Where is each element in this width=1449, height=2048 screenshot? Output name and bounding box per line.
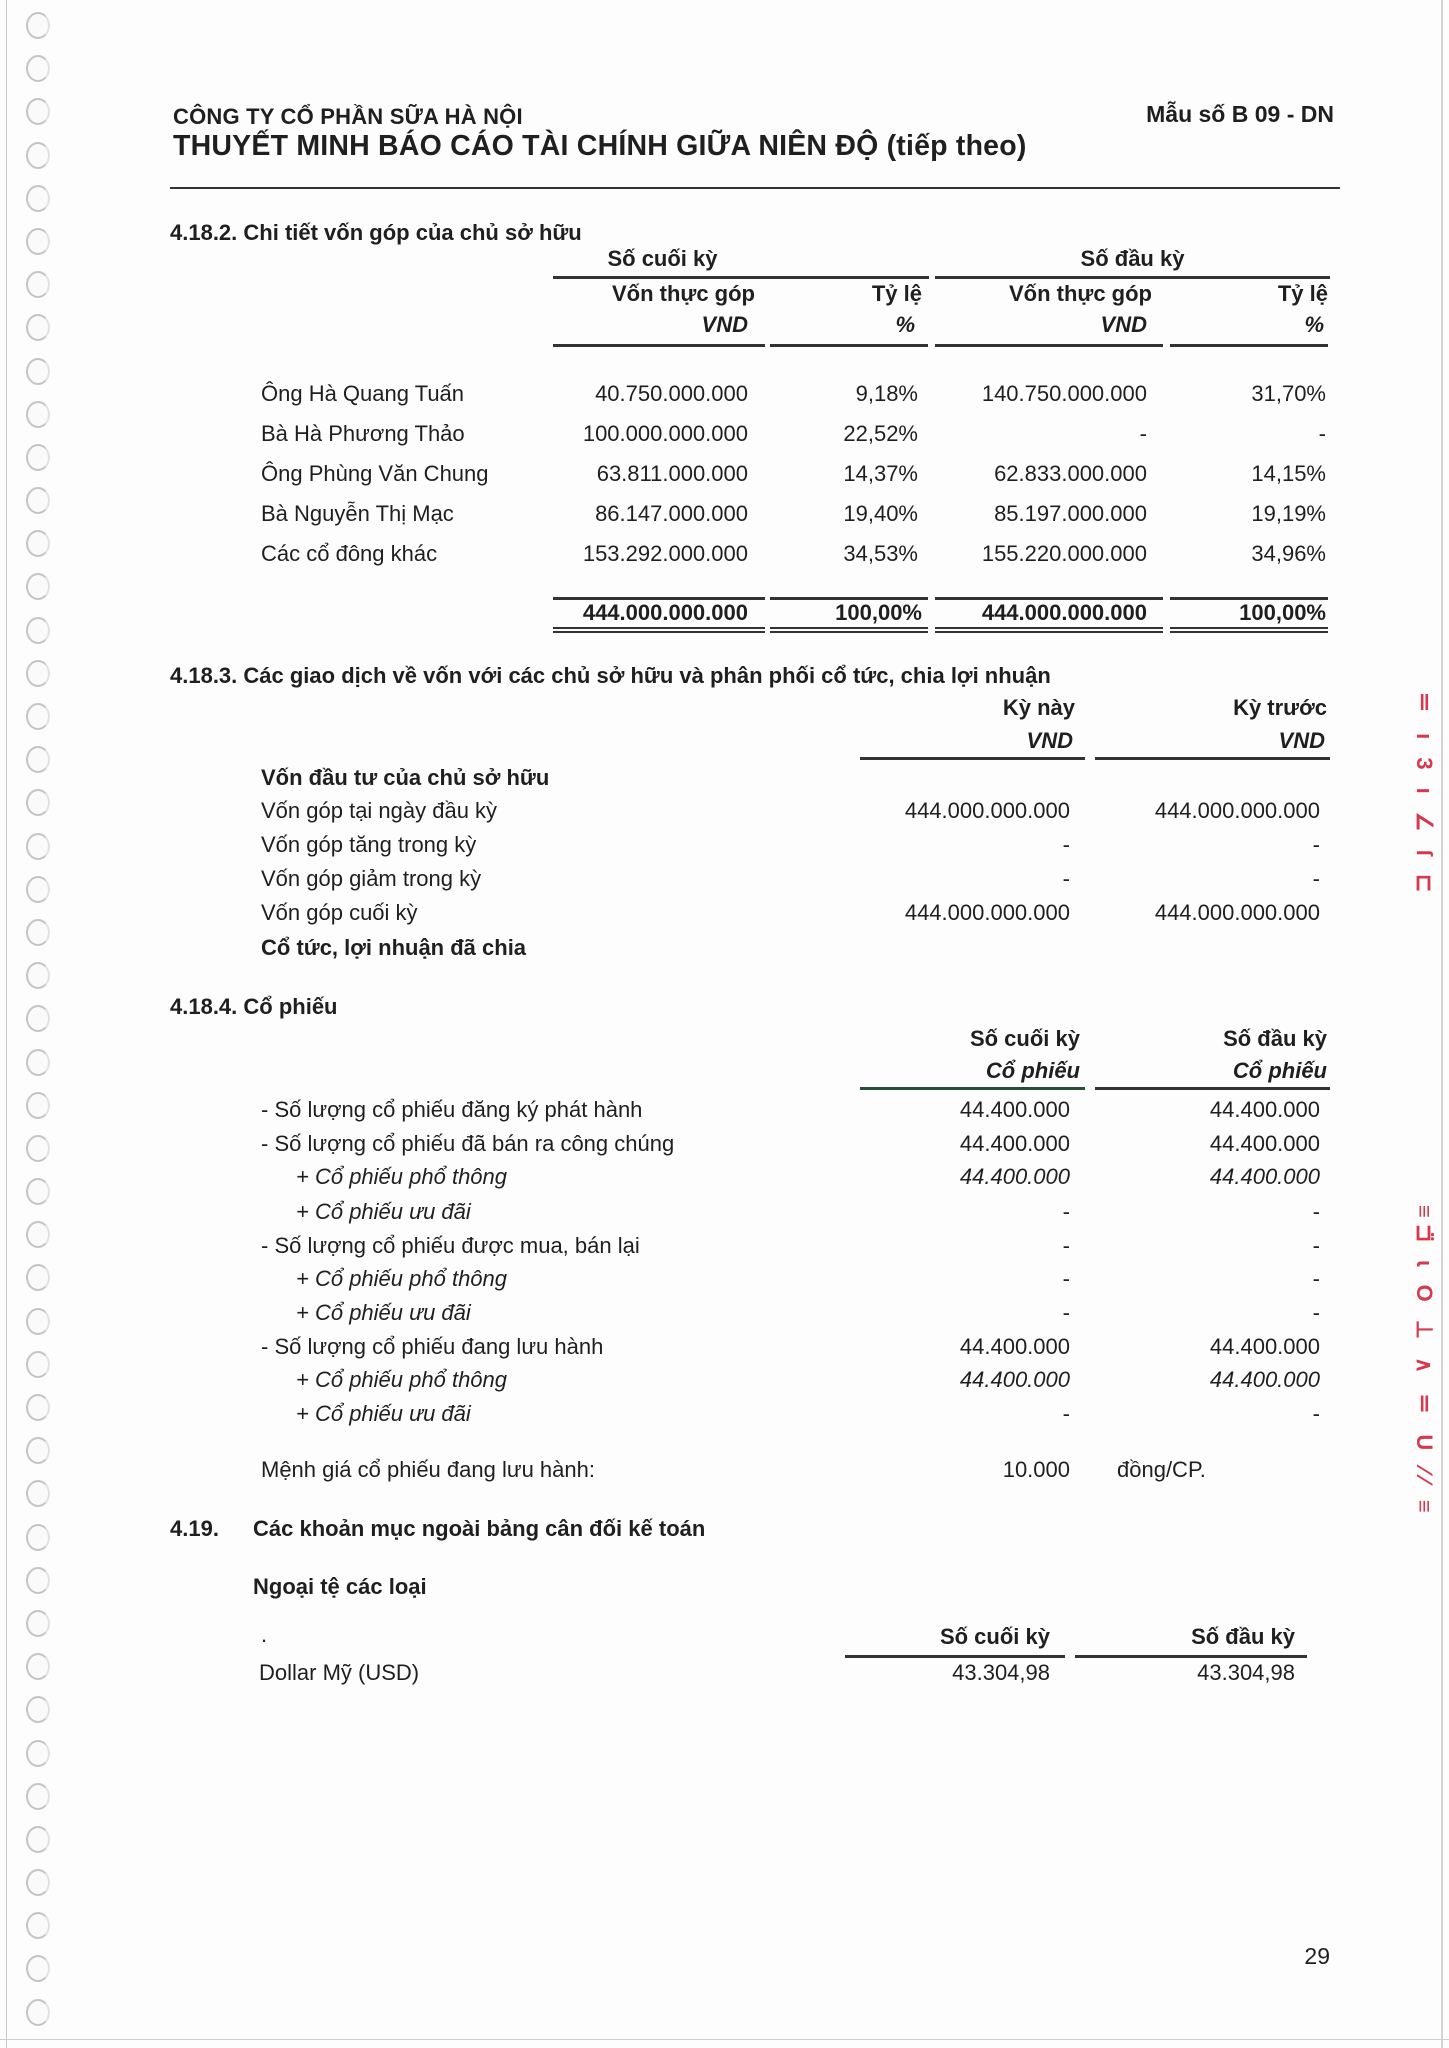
- unit-end: Cổ phiếu: [985, 1058, 1080, 1083]
- binding-hole-icon: [26, 1049, 50, 1076]
- end-value: 43.304,98: [952, 1660, 1050, 1685]
- binding-hole-icon: [26, 1869, 50, 1896]
- binding-hole-icon: [26, 617, 50, 644]
- col-header-end-capital: Vốn thực góp: [611, 281, 755, 306]
- binding-hole-icon: [26, 314, 50, 341]
- binding-hole-icon: [26, 919, 50, 946]
- section-4182-heading: 4.18.2. Chi tiết vốn góp của chủ sở hữu: [170, 220, 582, 245]
- scan-edge-bottom: [0, 2039, 1449, 2040]
- current-value: 444.000.000.000: [904, 798, 1070, 823]
- section-4184-heading: 4.18.4. Cổ phiếu: [170, 994, 338, 1019]
- binding-hole-icon: [26, 55, 50, 82]
- scan-edge-left: [6, 0, 7, 2048]
- binding-hole-icon: [26, 1653, 50, 1680]
- begin-value: -: [1312, 1233, 1320, 1258]
- dividends-label: Cổ tức, lợi nhuận đã chia: [261, 935, 527, 960]
- binding-hole-icon: [26, 228, 50, 255]
- section-419-heading: Các khoản mục ngoài bảng cân đối kế toán: [253, 1516, 706, 1541]
- binding-hole-icon: [26, 1178, 50, 1205]
- end-capital: 63.811.000.000: [596, 461, 748, 486]
- binding-hole-icon: [26, 1308, 50, 1335]
- company-name: CÔNG TY CỔ PHẦN SỮA HÀ NỘI: [173, 104, 523, 129]
- binding-hole-icon: [26, 1005, 50, 1032]
- end-ratio: 14,37%: [843, 461, 918, 486]
- total-begin-capital: 444.000.000.000: [981, 600, 1147, 625]
- begin-ratio: 34,96%: [1251, 541, 1326, 566]
- col-rule: [860, 757, 1085, 760]
- row-label: Vốn góp cuối kỳ: [261, 900, 418, 925]
- current-value: -: [1062, 866, 1070, 891]
- col-header-begin-ratio: Tỷ lệ: [1277, 281, 1328, 306]
- col-rule: [770, 344, 928, 347]
- row-label: Vốn góp tăng trong kỳ: [261, 832, 477, 857]
- col-rule: [845, 1655, 1065, 1658]
- binding-hole-icon: [26, 1999, 50, 2026]
- shareholder-name: Bà Hà Phương Thảo: [261, 421, 465, 446]
- document-title: THUYẾT MINH BÁO CÁO TÀI CHÍNH GIỮA NIÊN ĐỘ (tiếp theo): [173, 130, 1027, 162]
- prior-value: 444.000.000.000: [1154, 900, 1320, 925]
- col-rule: [1095, 1087, 1330, 1090]
- begin-value: -: [1312, 1266, 1320, 1291]
- row-label: + Cổ phiếu ưu đãi: [296, 1401, 471, 1426]
- total-double-rule: [1170, 627, 1328, 633]
- end-value: -: [1062, 1266, 1070, 1291]
- binding-hole-icon: [26, 962, 50, 989]
- currency-label: Dollar Mỹ (USD): [259, 1660, 420, 1685]
- unit-end-capital: VND: [701, 312, 748, 337]
- col-header-prior: Kỳ trước: [1233, 695, 1327, 720]
- binding-hole-icon: [26, 1135, 50, 1162]
- binding-hole-icon: [26, 876, 50, 903]
- col-rule: [553, 344, 765, 347]
- begin-value: 44.400.000: [1209, 1131, 1320, 1156]
- binding-hole-icon: [26, 1826, 50, 1853]
- end-value: 44.400.000: [959, 1164, 1070, 1189]
- binding-hole-icon: [26, 1696, 50, 1723]
- row-label: Vốn góp tại ngày đầu kỳ: [261, 798, 498, 823]
- stamp-mark-lower: ≡⊐̈ ɩ O ⊥ ∧ ‖ U ⁄⁄ ≡: [1412, 1205, 1437, 1519]
- total-end-capital: 444.000.000.000: [582, 600, 748, 625]
- begin-ratio: 14,15%: [1251, 461, 1326, 486]
- begin-ratio: 19,19%: [1251, 501, 1326, 526]
- end-capital: 153.292.000.000: [582, 541, 748, 566]
- end-capital: 100.000.000.000: [582, 421, 748, 446]
- end-value: -: [1062, 1401, 1070, 1426]
- unit-begin: Cổ phiếu: [1232, 1058, 1327, 1083]
- group-rule-end: [553, 276, 929, 279]
- page-number: 29: [1304, 1943, 1330, 1969]
- begin-value: -: [1312, 1401, 1320, 1426]
- end-capital: 86.147.000.000: [595, 501, 748, 526]
- end-value: 44.400.000: [959, 1367, 1070, 1392]
- binding-hole-icon: [26, 1783, 50, 1810]
- shareholder-name: Ông Hà Quang Tuấn: [261, 381, 465, 406]
- section-419-number: 4.19.: [170, 1516, 219, 1541]
- row-label: + Cổ phiếu phổ thông: [296, 1266, 508, 1291]
- begin-value: 44.400.000: [1209, 1164, 1320, 1189]
- binding-hole-icon: [26, 1437, 50, 1464]
- binding-hole-icon: [26, 703, 50, 730]
- total-double-rule: [935, 627, 1163, 633]
- col-rule: [1170, 344, 1328, 347]
- col-header-begin: Số đầu kỳ: [1223, 1026, 1327, 1051]
- col-header-end: Số cuối kỳ: [939, 1624, 1050, 1649]
- col-header-end-ratio: Tỷ lệ: [871, 281, 922, 306]
- begin-value: 44.400.000: [1209, 1367, 1320, 1392]
- shareholder-name: Các cổ đông khác: [261, 541, 438, 566]
- group-label-owner-capital: Vốn đầu tư của chủ sở hữu: [261, 765, 550, 790]
- end-ratio: 9,18%: [855, 381, 918, 406]
- binding-hole-icon: [26, 444, 50, 471]
- bullet: .: [261, 1622, 268, 1647]
- binding-hole-icon: [26, 1912, 50, 1939]
- end-ratio: 19,40%: [843, 501, 918, 526]
- begin-capital: -: [1139, 421, 1147, 446]
- col-header-current: Kỳ này: [1002, 695, 1075, 720]
- binding-hole-icon: [26, 1394, 50, 1421]
- col-header-begin-capital: Vốn thực góp: [1008, 281, 1152, 306]
- current-value: -: [1062, 832, 1070, 857]
- col-rule: [1075, 1655, 1307, 1658]
- begin-value: 44.400.000: [1209, 1097, 1320, 1122]
- total-double-rule: [553, 627, 765, 633]
- binding-hole-icon: [26, 1264, 50, 1291]
- binding-hole-icon: [26, 185, 50, 212]
- group-header-end: Số cuối kỳ: [607, 246, 718, 271]
- shareholder-name: Bà Nguyễn Thị Mạc: [261, 501, 454, 526]
- begin-capital: 155.220.000.000: [981, 541, 1147, 566]
- end-value: -: [1062, 1300, 1070, 1325]
- group-rule-begin: [935, 276, 1330, 279]
- par-value-label: Mệnh giá cổ phiếu đang lưu hành:: [261, 1457, 595, 1482]
- binding-hole-icon: [26, 1567, 50, 1594]
- row-label: - Số lượng cổ phiếu đã bán ra công chúng: [261, 1131, 675, 1156]
- begin-value: 43.304,98: [1197, 1660, 1295, 1685]
- binding-hole-icon: [26, 142, 50, 169]
- unit-end-ratio: %: [895, 312, 915, 337]
- binding-hole-icon: [26, 833, 50, 860]
- row-label: + Cổ phiếu ưu đãi: [296, 1300, 471, 1325]
- unit-begin-capital: VND: [1100, 312, 1147, 337]
- end-value: 44.400.000: [959, 1334, 1070, 1359]
- end-value: -: [1062, 1199, 1070, 1224]
- binding-holes: [26, 12, 56, 2042]
- prior-value: -: [1312, 866, 1320, 891]
- col-header-begin: Số đầu kỳ: [1191, 1624, 1295, 1649]
- end-value: 44.400.000: [959, 1097, 1070, 1122]
- row-label: + Cổ phiếu phổ thông: [296, 1164, 508, 1189]
- binding-hole-icon: [26, 789, 50, 816]
- unit-current: VND: [1026, 728, 1073, 753]
- total-end-ratio: 100,00%: [835, 600, 922, 625]
- col-header-end: Số cuối kỳ: [969, 1026, 1080, 1051]
- prior-value: 444.000.000.000: [1154, 798, 1320, 823]
- stamp-mark-upper: ‖ ı ﻿3 ı ∠ ſ ⊏: [1412, 690, 1437, 899]
- binding-hole-icon: [26, 12, 50, 39]
- end-value: -: [1062, 1233, 1070, 1258]
- col-rule: [1095, 757, 1330, 760]
- binding-hole-icon: [26, 271, 50, 298]
- begin-ratio: -: [1318, 421, 1326, 446]
- binding-hole-icon: [26, 530, 50, 557]
- col-rule: [935, 344, 1163, 347]
- binding-hole-icon: [26, 487, 50, 514]
- unit-begin-ratio: %: [1304, 312, 1324, 337]
- begin-ratio: 31,70%: [1251, 381, 1326, 406]
- binding-hole-icon: [26, 746, 50, 773]
- begin-capital: 62.833.000.000: [994, 461, 1147, 486]
- row-label: + Cổ phiếu phổ thông: [296, 1367, 508, 1392]
- binding-hole-icon: [26, 1351, 50, 1378]
- end-capital: 40.750.000.000: [595, 381, 748, 406]
- begin-value: -: [1312, 1300, 1320, 1325]
- begin-value: -: [1312, 1199, 1320, 1224]
- row-label: + Cổ phiếu ưu đãi: [296, 1199, 471, 1224]
- row-label: - Số lượng cổ phiếu được mua, bán lại: [261, 1233, 640, 1258]
- begin-capital: 140.750.000.000: [981, 381, 1147, 406]
- row-label: - Số lượng cổ phiếu đăng ký phát hành: [261, 1097, 643, 1122]
- current-value: 444.000.000.000: [904, 900, 1070, 925]
- header-rule: [170, 187, 1340, 189]
- total-begin-ratio: 100,00%: [1239, 600, 1326, 625]
- binding-hole-icon: [26, 660, 50, 687]
- row-label: - Số lượng cổ phiếu đang lưu hành: [261, 1334, 604, 1359]
- unit-prior: VND: [1278, 728, 1325, 753]
- binding-hole-icon: [26, 1221, 50, 1248]
- col-rule: [860, 1087, 1085, 1090]
- binding-hole-icon: [26, 1092, 50, 1119]
- binding-hole-icon: [26, 401, 50, 428]
- foreign-currency-heading: Ngoại tệ các loại: [253, 1574, 427, 1599]
- scan-edge-right: [1441, 0, 1443, 2048]
- binding-hole-icon: [26, 1740, 50, 1767]
- section-4183-heading: 4.18.3. Các giao dịch về vốn với các chủ sở hữu và phân phối cổ tức, chia lợi nhuận: [170, 663, 1051, 688]
- binding-hole-icon: [26, 1524, 50, 1551]
- par-value-unit: đồng/CP.: [1117, 1457, 1206, 1482]
- binding-hole-icon: [26, 1610, 50, 1637]
- end-value: 44.400.000: [959, 1131, 1070, 1156]
- begin-capital: 85.197.000.000: [994, 501, 1147, 526]
- end-ratio: 22,52%: [843, 421, 918, 446]
- binding-hole-icon: [26, 358, 50, 385]
- binding-hole-icon: [26, 573, 50, 600]
- shareholder-name: Ông Phùng Văn Chung: [261, 461, 489, 486]
- binding-hole-icon: [26, 1480, 50, 1507]
- begin-value: 44.400.000: [1209, 1334, 1320, 1359]
- total-double-rule: [770, 627, 928, 633]
- row-label: Vốn góp giảm trong kỳ: [261, 866, 482, 891]
- form-code: Mẫu số B 09 - DN: [1146, 101, 1334, 127]
- end-ratio: 34,53%: [843, 541, 918, 566]
- prior-value: -: [1312, 832, 1320, 857]
- group-header-begin: Số đầu kỳ: [1080, 246, 1185, 271]
- par-value: 10.000: [1002, 1457, 1070, 1482]
- binding-hole-icon: [26, 1955, 50, 1982]
- binding-hole-icon: [26, 98, 50, 125]
